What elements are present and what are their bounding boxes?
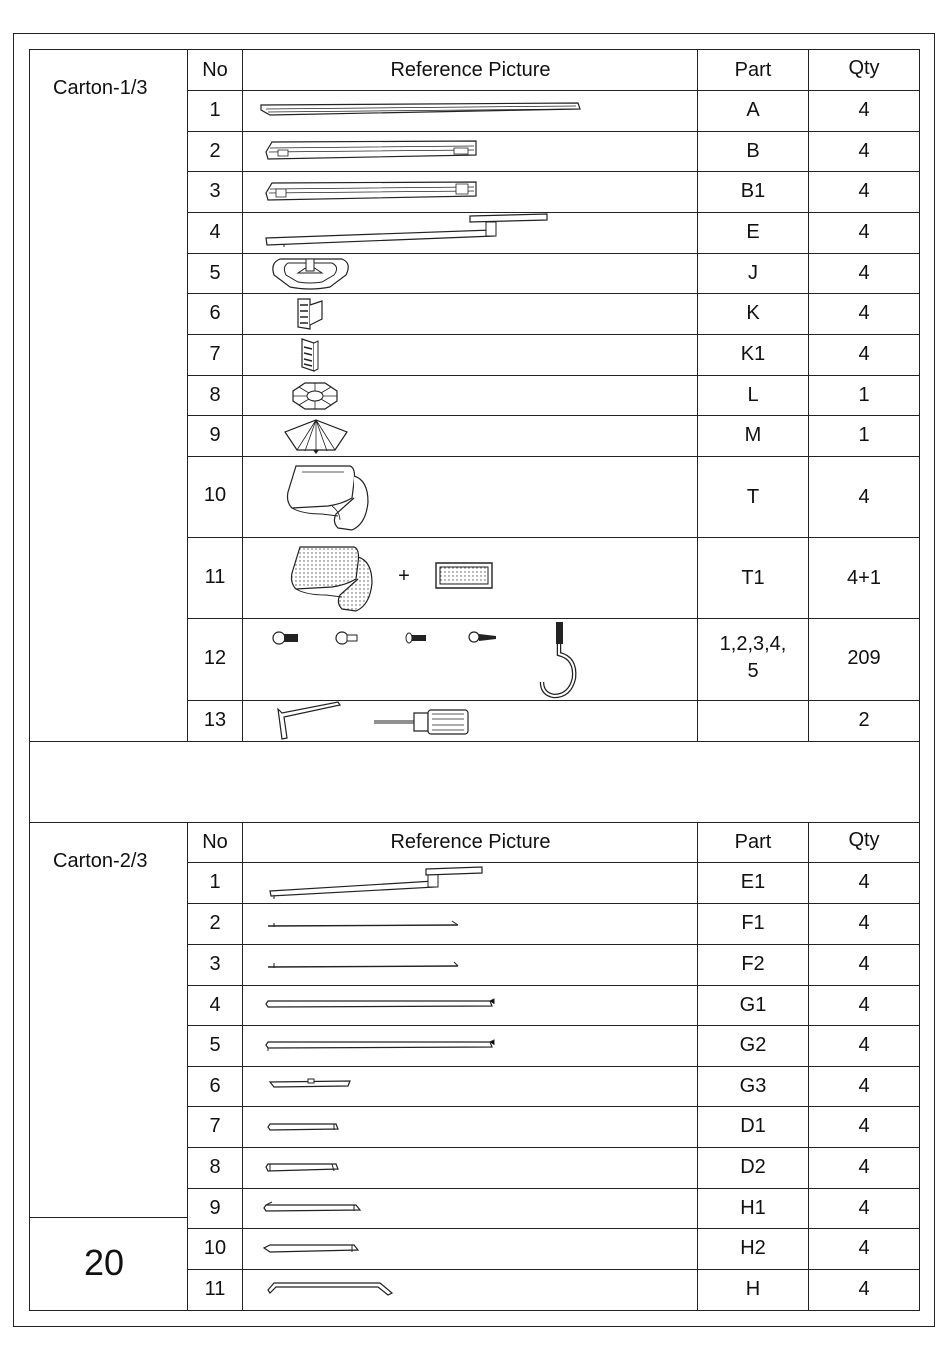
bent-bar-icon xyxy=(264,212,549,248)
row-qty: 4 xyxy=(858,912,870,934)
grid-line xyxy=(29,741,920,742)
grid-line xyxy=(187,90,920,91)
row-qty: 4 xyxy=(858,99,870,121)
short-tube-icon xyxy=(266,1120,342,1134)
row-part: F1 xyxy=(741,912,765,934)
row-part-line: 5 xyxy=(747,660,759,682)
row-qty: 209 xyxy=(847,646,881,669)
row-part: G2 xyxy=(739,1034,767,1056)
grid-line xyxy=(808,49,809,741)
carton-label: Carton-2/3 xyxy=(53,850,148,872)
carton-label: Carton-1/3 xyxy=(53,77,148,99)
grid-line xyxy=(187,293,920,294)
beam-icon xyxy=(264,140,479,162)
row-no: 6 xyxy=(209,1074,221,1097)
row-qty: 1 xyxy=(858,383,870,406)
row-no: 9 xyxy=(209,424,221,446)
header-no: No xyxy=(202,830,228,853)
header-qty: Qty xyxy=(848,828,880,851)
row-qty: 4 xyxy=(858,302,870,324)
hub-icon xyxy=(291,381,339,411)
long-tube-icon xyxy=(264,998,496,1012)
beam-icon xyxy=(264,181,479,203)
short-tube-icon xyxy=(262,1242,364,1256)
plus-sign: + xyxy=(398,564,410,587)
row-qty: 4 xyxy=(858,1115,870,1137)
row-no: 5 xyxy=(209,261,221,284)
short-rail-icon xyxy=(268,1078,354,1092)
row-part: L xyxy=(747,383,759,406)
base-plate-icon xyxy=(270,255,352,291)
row-qty: 4 xyxy=(858,180,870,202)
grid-line xyxy=(187,1106,920,1107)
grid-line xyxy=(187,700,920,701)
row-qty: 4+1 xyxy=(847,567,881,589)
folded-fabric-icon xyxy=(282,462,374,532)
short-tube-icon xyxy=(262,1201,364,1215)
bent-bar-icon xyxy=(268,865,486,901)
row-part-multiline xyxy=(698,619,808,697)
thin-rail-icon xyxy=(266,959,462,971)
row-no: 6 xyxy=(209,302,221,324)
grid-line xyxy=(187,1025,920,1026)
row-part: D2 xyxy=(740,1156,766,1178)
row-no: 12 xyxy=(203,646,227,669)
row-part: D1 xyxy=(740,1115,766,1137)
bolt-3 xyxy=(406,633,426,643)
hook xyxy=(542,622,574,696)
row-no: 4 xyxy=(209,221,221,243)
grid-line xyxy=(187,131,920,132)
row-part: F2 xyxy=(741,953,765,975)
row-qty: 1 xyxy=(858,424,870,446)
grid-line xyxy=(187,49,188,741)
grid-line xyxy=(187,375,920,376)
bolt-2 xyxy=(336,632,357,644)
thin-rail-icon xyxy=(266,918,462,930)
wood-screw xyxy=(469,632,496,642)
grid-line xyxy=(187,1188,920,1189)
corner-bracket-icon xyxy=(294,297,326,331)
short-tube-icon xyxy=(264,1161,342,1175)
row-part: H1 xyxy=(740,1196,766,1219)
header-reference-picture: Reference Picture xyxy=(390,830,551,853)
finial-cap-icon xyxy=(283,418,349,454)
grid-line xyxy=(697,49,698,741)
wrench-screwdriver-icon xyxy=(274,703,474,741)
row-no: 8 xyxy=(209,383,221,406)
row-qty: 4 xyxy=(858,485,870,508)
row-qty: 4 xyxy=(858,993,870,1016)
row-no: 8 xyxy=(209,1156,221,1178)
row-no: 3 xyxy=(209,953,221,975)
row-part: G1 xyxy=(739,993,767,1016)
grid-line xyxy=(187,171,920,172)
row-no: 10 xyxy=(203,483,227,506)
row-no: 2 xyxy=(209,912,221,934)
row-no: 4 xyxy=(209,993,221,1016)
row-qty: 4 xyxy=(858,953,870,975)
row-no: 10 xyxy=(203,1237,227,1259)
row-qty: 4 xyxy=(858,1278,870,1300)
row-qty: 4 xyxy=(858,139,870,162)
row-part: H2 xyxy=(740,1237,766,1259)
row-part: A xyxy=(746,99,760,121)
grid-line xyxy=(187,1269,920,1270)
row-no: 1 xyxy=(209,99,221,121)
row-part: M xyxy=(744,424,762,446)
grid-line xyxy=(187,1147,920,1148)
bolt-1 xyxy=(273,632,298,644)
row-part xyxy=(698,700,808,741)
row-qty: 4 xyxy=(858,1196,870,1219)
row-part: T xyxy=(746,485,760,508)
long-tube-icon xyxy=(264,1039,496,1053)
page-number: 20 xyxy=(84,1242,125,1283)
row-part: E xyxy=(746,221,760,243)
row-part: H xyxy=(745,1278,761,1300)
grid-line xyxy=(187,253,920,254)
header-no: No xyxy=(202,58,228,81)
row-qty: 4 xyxy=(858,343,870,365)
grid-line xyxy=(187,862,920,863)
row-part: G3 xyxy=(739,1074,767,1097)
grid-line xyxy=(187,415,920,416)
row-qty: 4 xyxy=(858,1074,870,1097)
row-no: 11 xyxy=(204,1278,226,1300)
row-part: J xyxy=(748,261,758,284)
grid-line xyxy=(187,985,920,986)
net-panel-icon xyxy=(286,543,378,613)
row-no: 5 xyxy=(209,1034,221,1056)
row-part: K xyxy=(746,302,760,324)
grid-line xyxy=(187,456,920,457)
row-no: 9 xyxy=(209,1196,221,1219)
row-part: K1 xyxy=(740,343,766,365)
row-no: 11 xyxy=(204,565,226,588)
row-qty: 4 xyxy=(858,1237,870,1259)
grid-line xyxy=(187,903,920,904)
grid-line xyxy=(29,1217,187,1218)
grid-line xyxy=(242,49,243,741)
row-no: 2 xyxy=(209,139,221,162)
row-no: 1 xyxy=(209,871,221,893)
header-qty: Qty xyxy=(848,56,880,79)
grid-line xyxy=(187,1066,920,1067)
row-qty: 4 xyxy=(858,261,870,284)
row-qty: 2 xyxy=(858,709,870,731)
row-part: T1 xyxy=(741,567,765,589)
grid-line xyxy=(187,944,920,945)
header-part: Part xyxy=(734,58,772,81)
row-no: 3 xyxy=(209,180,221,202)
grid-line xyxy=(187,1228,920,1229)
row-part: B xyxy=(746,139,760,162)
net-panel-rect-icon xyxy=(435,562,495,590)
long-rail-icon xyxy=(258,101,583,119)
row-part: E1 xyxy=(740,871,766,893)
header-part: Part xyxy=(734,830,772,853)
flat-bracket-icon xyxy=(296,337,322,373)
row-part: B1 xyxy=(740,180,766,202)
header-reference-picture: Reference Picture xyxy=(390,58,551,81)
grid-line xyxy=(187,334,920,335)
grid-line xyxy=(187,618,920,619)
row-no: 13 xyxy=(203,709,227,731)
row-qty: 4 xyxy=(858,1034,870,1056)
screws-hook-icon xyxy=(270,620,590,700)
row-no: 7 xyxy=(209,343,221,365)
grid-line xyxy=(187,537,920,538)
angled-rail-icon xyxy=(264,1279,396,1297)
row-no: 7 xyxy=(209,1115,221,1137)
row-qty: 4 xyxy=(858,1156,870,1178)
row-part-line: 1,2,3,4, xyxy=(719,633,787,655)
row-qty: 4 xyxy=(858,221,870,243)
row-qty: 4 xyxy=(858,871,870,893)
